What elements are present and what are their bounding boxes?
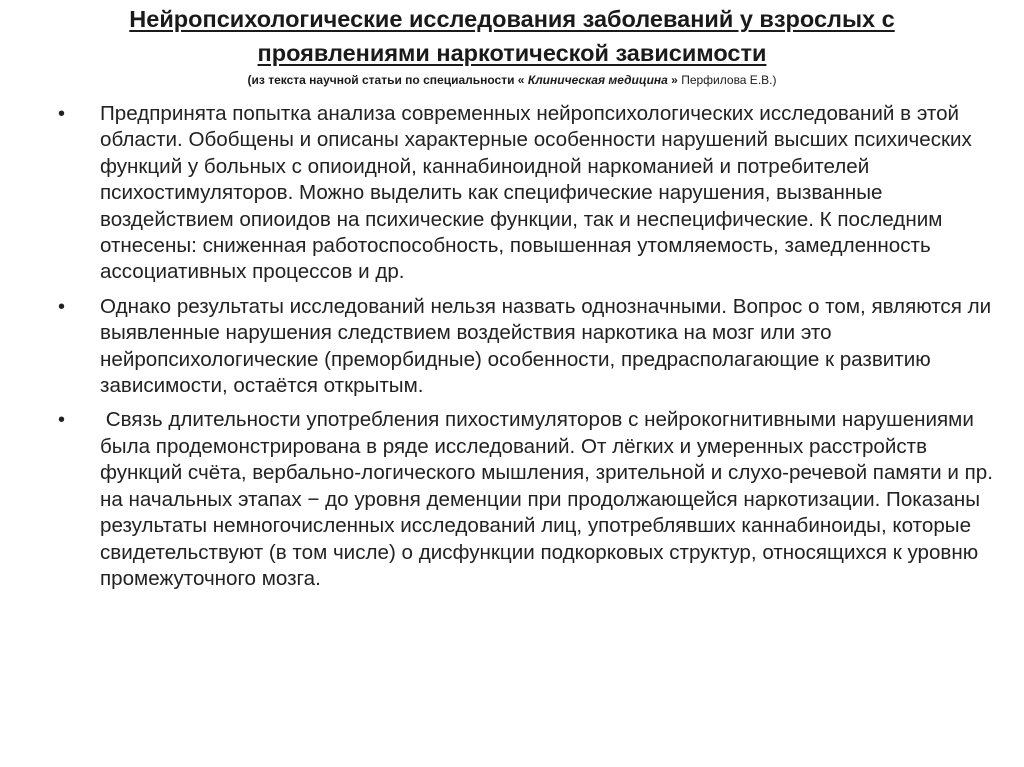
- bullet-item: [58, 294, 1008, 400]
- slide-title: [0, 2, 1024, 70]
- bullet-item: [58, 101, 1008, 286]
- bullet-list: [58, 101, 1008, 600]
- bullet-item: [58, 407, 1008, 592]
- bullet-marker: •: [58, 295, 66, 318]
- bullet-text: Связь длительности употребления пихостимуляторов с нейрокогнитивными нарушениями была продемонстрирована в ряде исследований. От лёгких и умеренных расстройств функций счёта, вербально-логического мышления, зрительной и слухо-речевой памяти и пр. на начальных этапах − до уровня деменции при продолжающейся наркотизации. Показаны результаты немногочисленных исследований лиц, употреблявших каннабиноиды, которые свидетельствуют (в том числе) о дисфункции подкорковых структур, относящихся к уровню промежуточного мозга.: [100, 408, 999, 590]
- citation-closing-quote: »: [671, 73, 678, 87]
- citation-prefix: (из текста научной статьи по специальности «: [247, 73, 525, 87]
- bullet-text: Однако результаты исследований нельзя назвать однозначными. Вопрос о том, являются ли выявленные нарушения следствием воздействия наркотика на мозг или это нейропсихологические (преморбидные) особенности, предрасполагающие к развитию зависимости, остаётся открытым.: [100, 294, 992, 398]
- source-citation: [0, 72, 1024, 88]
- bullet-marker: •: [58, 103, 66, 125]
- bullet-marker: •: [58, 409, 66, 432]
- citation-author: Перфилова Е.В.): [681, 73, 777, 87]
- citation-specialty: Клиническая медицина: [527, 73, 668, 87]
- title-line-2: проявлениями наркотической зависимости: [257, 40, 767, 66]
- title-line-1: Нейропсихологические исследования заболеваний у взрослых с: [129, 6, 895, 32]
- bullet-text: Предпринята попытка анализа современных нейропсихологических исследований в этой области. Обобщены и описаны характерные особенности нарушений высших психических функций у больных с опиоидной, каннабиноидной наркоманией и потребителей психостимуляторов. Можно выделить как специфические нарушения, вызванные воздействием опиоидов на психические функции, так и неспецифические. К последним отнесены: сниженная работоспособность, повышенная утомляемость, замедленность ассоциативных процессов и др.: [100, 102, 972, 284]
